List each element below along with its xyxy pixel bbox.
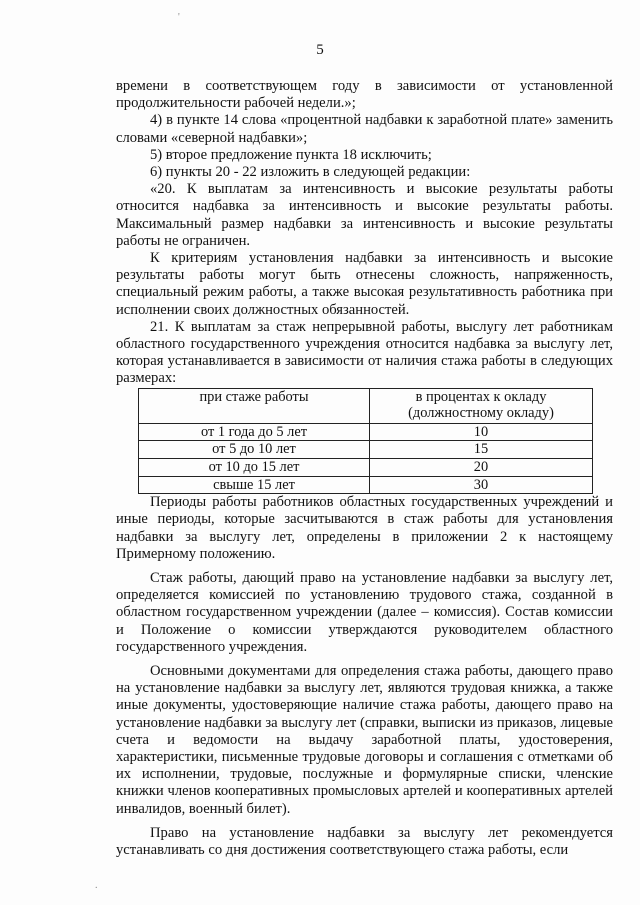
table-header-experience: при стаже работы (139, 388, 370, 423)
table-cell-percent: 20 (370, 459, 593, 477)
paragraph: 21. К выплатам за стаж непрерывной работы, выслугу лет работникам областного государственного учреждения относится надбавка за выслугу лет, которая устанавливается в зависимости от наличия стажа работы в следующих размерах: (116, 318, 613, 387)
scan-speck: ' (178, 12, 180, 23)
paragraph: К критериям установления надбавки за интенсивность и высокие результаты работы могут быть отнесены сложность, напряженность, специальный режим работы, а также высокая результативность работника при исполнении своих должностных обязанностей. (116, 250, 613, 318)
table-cell-experience: свыше 15 лет (139, 476, 370, 494)
paragraph: Периоды работы работников областных государственных учреждений и иные периоды, которые засчитываются в стаж работы для установления надбавки за выслугу лет, определены в приложении 2 к настоящему Примерному положению. (116, 494, 613, 562)
scan-speck: . (95, 880, 98, 891)
table-row (139, 459, 593, 477)
paragraph: Стаж работы, дающий право на установление надбавки за выслугу лет, определяется комиссией по установлению трудового стажа, созданной в областном государственном учреждении (далее – комиссия). Состав комиссии и Положение о комиссии утверждаются руководителем областного государственного учреждения. (116, 570, 613, 655)
table-row (139, 423, 593, 441)
table-cell-percent: 10 (370, 423, 593, 441)
paragraphs-before-table (116, 78, 613, 388)
table-cell-experience: от 1 года до 5 лет (139, 423, 370, 441)
page-number: 5 (316, 42, 324, 58)
seniority-allowance-table (138, 388, 593, 495)
table-cell-percent: 30 (370, 476, 593, 494)
table-row (139, 441, 593, 459)
paragraph: «20. К выплатам за интенсивность и высокие результаты работы относится надбавка за интенсивность и высокие результаты работы. Максимальный размер надбавки за интенсивность и высокие результаты работы не ограничен. (116, 181, 613, 249)
paragraph: 5) второе предложение пункта 18 исключить; (150, 146, 432, 163)
table-cell-experience: от 5 до 10 лет (139, 441, 370, 459)
table-row (139, 476, 593, 494)
paragraph: 6) пункты 20 - 22 изложить в следующей редакции: (150, 164, 471, 181)
table-header-row (139, 388, 593, 423)
table-cell-experience: от 10 до 15 лет (139, 459, 370, 477)
paragraph: 4) в пункте 14 слова «процентной надбавки к заработной плате» заменить словами «северной надбавки»; (116, 112, 613, 146)
paragraph: времени в соответствующем году в зависимости от установленной продолжительности рабочей недели.»; (116, 78, 613, 112)
table-cell-percent: 15 (370, 441, 593, 459)
paragraph: Основными документами для определения стажа работы, дающего право на установление надбавки за выслугу лет, являются трудовая книжка, а также иные документы, удостоверяющие наличие стажа работы, дающего право на установление надбавки за выслугу лет (справки, выписки из приказов, лицевые счета и ведомости на выдачу заработной платы, удостоверения, характеристики, письменные трудовые договоры и соглашения с отметками об их исполнении, трудовые, послужные и формулярные списки, членские книжки членов кооперативных промысловых артелей и кооперативных артелей инвалидов, военный билет). (116, 663, 613, 817)
document-body (116, 78, 613, 859)
table-header-percent: в процентах к окладу (должностному окладу) (370, 388, 593, 423)
paragraphs-after-table (116, 494, 613, 859)
paragraph: Право на установление надбавки за выслугу лет рекомендуется устанавливать со дня достижения соответствующего стажа работы, если (116, 824, 613, 859)
